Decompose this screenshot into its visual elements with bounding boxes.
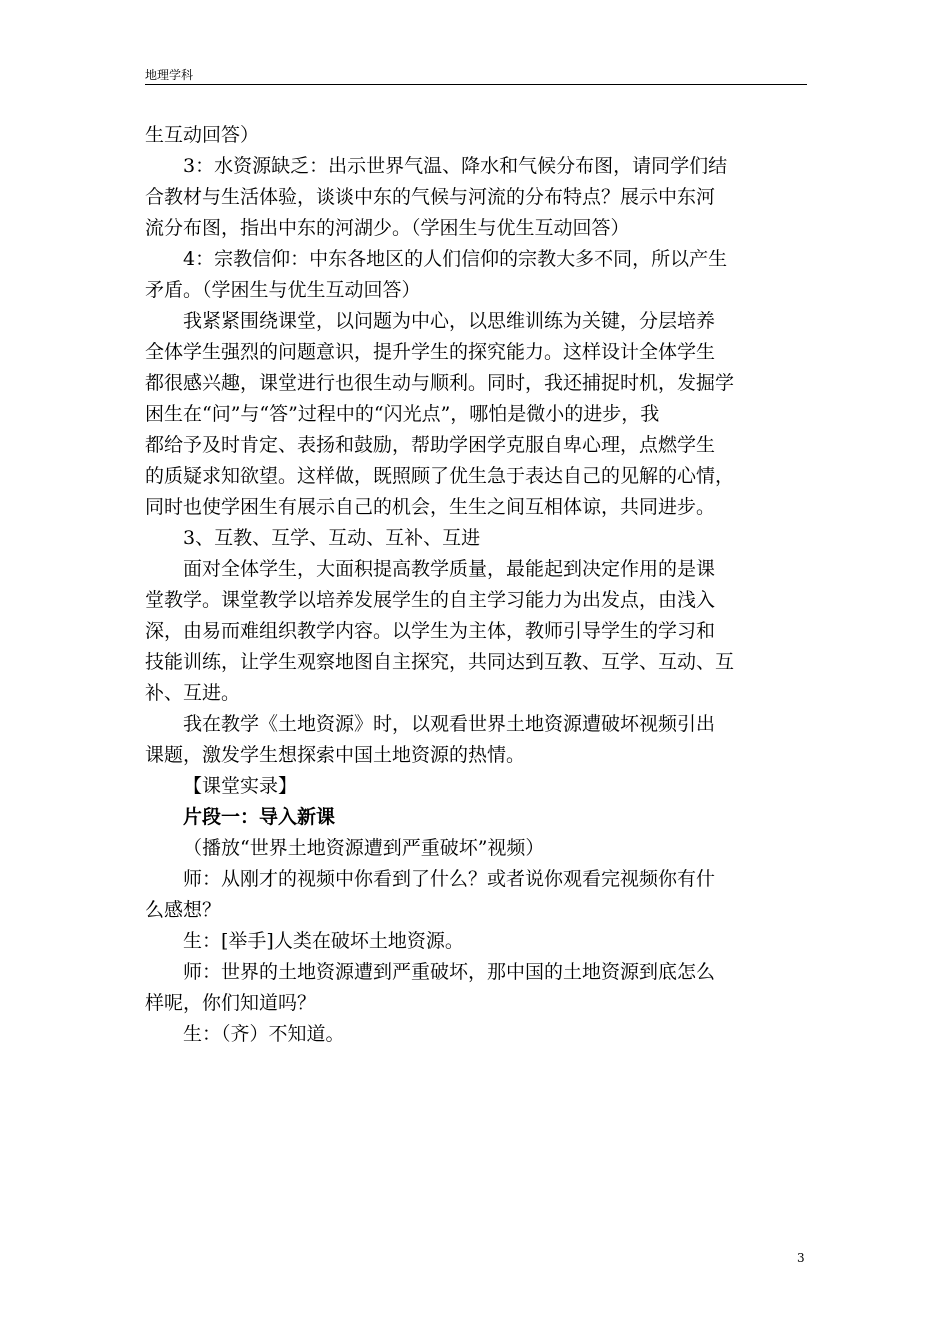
- text-line: 技能训练，让学生观察地图自主探究，共同达到互教、互学、互动、互: [145, 651, 735, 673]
- page-number: 3: [797, 1251, 805, 1265]
- text-line: 师：从刚才的视频中你看到了什么？或者说你观看完视频你有什: [183, 868, 716, 890]
- text-line: （播放“世界土地资源遭到严重破坏”视频）: [183, 837, 545, 859]
- text-line: 课题，激发学生想探索中国土地资源的热情。: [145, 744, 526, 766]
- text-line: 生互动回答）: [145, 124, 260, 146]
- text-line: 我在教学《土地资源》时，以观看世界土地资源遭破坏视频引出: [183, 713, 716, 735]
- text-line: 深，由易而难组织教学内容。以学生为主体，教师引导学生的学习和: [145, 620, 716, 642]
- text-line: 流分布图，指出中东的河湖少。（学困生与优生互动回答）: [145, 217, 630, 239]
- text-line: 的质疑求知欲望。这样做，既照顾了优生急于表达自己的见解的心情，: [145, 465, 735, 487]
- text-line: 补、互进。: [145, 682, 241, 704]
- text-line: 面对全体学生，大面积提高教学质量，最能起到决定作用的是课: [183, 558, 716, 580]
- text-line: 矛盾。（学困生与优生互动回答）: [145, 279, 421, 301]
- text-line: 全体学生强烈的问题意识，提升学生的探究能力。这样设计全体学生: [145, 341, 716, 363]
- section-heading: 片段一：导入新课: [183, 806, 336, 828]
- text-line: 么感想？: [145, 899, 222, 921]
- text-line: 4：宗教信仰：中东各地区的人们信仰的宗教大多不同，所以产生: [183, 248, 728, 270]
- text-line: 合教材与生活体验，谈谈中东的气候与河流的分布特点？展示中东河: [145, 186, 716, 208]
- text-line: 【课堂实录】: [183, 775, 298, 797]
- text-line: 都很感兴趣，课堂进行也很生动与顺利。同时，我还捕捉时机，发掘学: [145, 372, 735, 394]
- text-line: 我紧紧围绕课堂，以问题为中心，以思维训练为关键，分层培养: [183, 310, 716, 332]
- text-line: 3：水资源缺乏：出示世界气温、降水和气候分布图，请同学们结: [183, 155, 728, 177]
- text-line: 生：（齐）不知道。: [183, 1023, 345, 1045]
- text-line: 生：[举手]人类在破坏土地资源。: [183, 930, 464, 952]
- page-header: [145, 70, 807, 85]
- header-subject: 地理学科: [145, 68, 194, 82]
- text-line: 困生在“问”与“答”过程中的“闪光点”，哪怕是微小的进步，我: [145, 403, 660, 425]
- document-body: [145, 120, 807, 1050]
- text-line: 师：世界的土地资源遭到严重破坏，那中国的土地资源到底怎么: [183, 961, 716, 983]
- text-line: 都给予及时肯定、表扬和鼓励，帮助学困学克服自卑心理，点燃学生: [145, 434, 716, 456]
- text-line: 3、互教、互学、互动、互补、互进: [183, 527, 481, 549]
- text-line: 堂教学。课堂教学以培养发展学生的自主学习能力为出发点，由浅入: [145, 589, 716, 611]
- text-line: 样呢，你们知道吗？: [145, 992, 317, 1014]
- text-line: 同时也使学困生有展示自己的机会，生生之间互相体谅，共同进步。: [145, 496, 716, 518]
